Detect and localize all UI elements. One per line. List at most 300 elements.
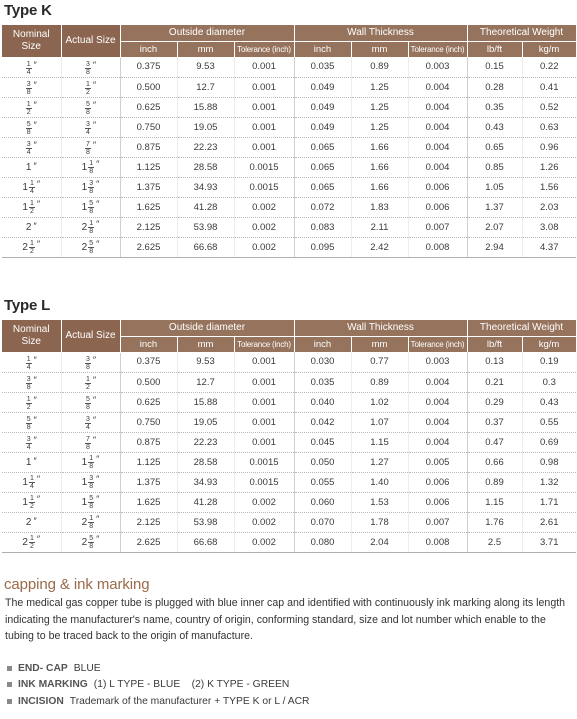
size-whole: 1 — [22, 496, 28, 508]
wt-inch-cell: 0.095 — [294, 237, 351, 257]
fraction-denominator: 2 — [26, 404, 31, 411]
theoretical-weight-header: Theoretical Weight — [467, 320, 576, 336]
wt-mm-cell: 1.53 — [351, 492, 408, 512]
lb-ft-cell: 1.05 — [467, 177, 522, 197]
size-value — [85, 436, 96, 451]
od-mm-cell: 9.53 — [177, 57, 234, 77]
wt-mm-cell: 1.25 — [351, 97, 408, 117]
inch-mark: ″ — [33, 395, 37, 405]
od-tol-cell: 0.001 — [234, 352, 294, 372]
wt-tolerance-header: Tolerance (inch) — [408, 41, 467, 57]
kg-m-cell: 0.55 — [522, 412, 576, 432]
wt-mm-cell: 1.27 — [351, 452, 408, 472]
od-tol-cell: 0.001 — [234, 412, 294, 432]
size-value — [26, 162, 37, 173]
actual-size-cell — [61, 137, 120, 157]
table-row — [2, 77, 576, 97]
fraction-denominator: 4 — [26, 69, 31, 76]
inch-mark: ″ — [92, 415, 97, 425]
inch-mark: ″ — [92, 80, 97, 90]
lb-ft-cell: 0.43 — [467, 117, 522, 137]
od-tol-cell: 0.002 — [234, 532, 294, 552]
od-inch-cell: 0.625 — [120, 97, 177, 117]
fraction-denominator: 8 — [85, 444, 90, 451]
size-whole: 1 — [22, 201, 28, 213]
size-value — [85, 121, 96, 136]
nominal-size-cell — [2, 472, 61, 492]
fraction-numerator: 1 — [26, 396, 31, 403]
size-value — [26, 396, 37, 411]
fraction-numerator: 3 — [26, 141, 31, 148]
fraction-numerator: 5 — [89, 199, 94, 207]
table-row — [2, 57, 576, 77]
size-fraction — [85, 396, 91, 411]
inch-mark: ″ — [33, 375, 37, 385]
fraction-numerator: 1 — [29, 199, 34, 207]
table-row — [2, 492, 576, 512]
wt-inch-cell: 0.049 — [294, 117, 351, 137]
fraction-numerator: 1 — [26, 61, 31, 68]
wt-inch-cell: 0.065 — [294, 157, 351, 177]
square-bullet-icon — [7, 682, 12, 687]
fraction-denominator: 4 — [29, 482, 34, 490]
fraction-denominator: 8 — [89, 207, 94, 215]
size-fraction — [26, 101, 32, 116]
size-value — [22, 200, 40, 215]
fraction-denominator: 4 — [26, 444, 31, 451]
wt-tol-cell: 0.004 — [408, 412, 467, 432]
fraction-numerator: 7 — [85, 141, 90, 148]
fraction-numerator: 1 — [89, 159, 94, 167]
fraction-numerator: 3 — [89, 474, 94, 482]
bullet-label: INCISION — [18, 695, 64, 707]
size-fraction — [26, 81, 32, 96]
wt-mm-cell: 1.66 — [351, 177, 408, 197]
inch-mark: ″ — [36, 178, 41, 189]
od-inch-cell: 0.750 — [120, 117, 177, 137]
wt-tol-cell: 0.004 — [408, 392, 467, 412]
type-k-title: Type K — [4, 2, 52, 19]
lb-ft-cell: 0.28 — [467, 77, 522, 97]
table-row — [2, 197, 576, 217]
od-mm-cell: 66.68 — [177, 532, 234, 552]
inch-mark: ″ — [96, 218, 100, 229]
fraction-denominator: 8 — [85, 149, 90, 156]
table-row — [2, 117, 576, 137]
size-whole: 2 — [22, 536, 28, 548]
wt-mm-cell: 2.04 — [351, 532, 408, 552]
kg-m-cell: 1.56 — [522, 177, 576, 197]
fraction-numerator: 1 — [29, 474, 34, 482]
fraction-numerator: 3 — [85, 61, 90, 68]
fraction-denominator: 8 — [89, 502, 94, 510]
actual-size-cell — [61, 352, 120, 372]
size-value — [82, 515, 100, 530]
fraction-numerator: 3 — [85, 356, 90, 363]
inch-mark: ″ — [33, 100, 37, 110]
od-mm-cell: 12.7 — [177, 372, 234, 392]
bullet-value: BLUE — [73, 662, 101, 674]
size-value — [85, 356, 96, 371]
inch-mark: ″ — [33, 415, 37, 425]
od-inch-cell: 1.375 — [120, 177, 177, 197]
wt-tol-cell: 0.006 — [408, 492, 467, 512]
wt-inch-cell: 0.045 — [294, 432, 351, 452]
fraction-numerator: 5 — [85, 396, 90, 403]
od-mm-cell: 66.68 — [177, 237, 234, 257]
size-value — [85, 376, 96, 391]
bullet-label: INK MARKING — [18, 679, 88, 691]
type-l-title: Type L — [4, 297, 51, 314]
fraction-numerator: 5 — [89, 239, 94, 247]
size-fraction — [29, 180, 35, 195]
actual-size-cell — [61, 532, 120, 552]
type-k-table — [2, 25, 577, 258]
od-tol-cell: 0.002 — [234, 492, 294, 512]
wt-inch-cell: 0.049 — [294, 77, 351, 97]
od-mm-cell: 53.98 — [177, 217, 234, 237]
od-tol-cell: 0.0015 — [234, 452, 294, 472]
inch-mark: ″ — [33, 160, 37, 171]
size-value — [85, 81, 96, 96]
fraction-numerator: 5 — [89, 534, 94, 542]
size-whole: 2 — [25, 516, 32, 528]
bullet-ink-marking — [5, 677, 309, 694]
nominal-size-cell — [2, 432, 61, 452]
table-row — [2, 352, 576, 372]
od-mm-cell: 28.58 — [177, 157, 234, 177]
size-value — [82, 240, 100, 255]
square-bullet-icon — [7, 666, 12, 671]
kg-m-cell: 0.69 — [522, 432, 576, 452]
size-value — [82, 160, 100, 175]
kg-m-cell: 1.26 — [522, 157, 576, 177]
wt-tol-cell: 0.006 — [408, 177, 467, 197]
table-row — [2, 177, 576, 197]
wt-tol-cell: 0.004 — [408, 157, 467, 177]
inch-mark: ″ — [96, 453, 100, 464]
size-fraction — [26, 376, 32, 391]
size-value — [85, 141, 96, 156]
fraction-denominator: 2 — [85, 384, 90, 391]
nominal-size-cell — [2, 492, 61, 512]
wt-mm-cell: 1.40 — [351, 472, 408, 492]
nominal-size-cell — [2, 412, 61, 432]
fraction-numerator: 1 — [29, 239, 34, 247]
nominal-size-cell — [2, 352, 61, 372]
od-inch-cell: 0.750 — [120, 412, 177, 432]
kg-m-cell: 2.61 — [522, 512, 576, 532]
fraction-numerator: 3 — [26, 81, 31, 88]
lb-ft-cell: 0.65 — [467, 137, 522, 157]
wt-mm-cell: 2.42 — [351, 237, 408, 257]
actual-size-cell — [61, 177, 120, 197]
nominal-size-cell — [2, 532, 61, 552]
wt-mm-cell: 1.66 — [351, 157, 408, 177]
wt-mm-cell: 1.66 — [351, 137, 408, 157]
od-inch-cell: 0.375 — [120, 57, 177, 77]
wt-mm-cell: 1.07 — [351, 412, 408, 432]
fraction-numerator: 1 — [89, 454, 94, 462]
fraction-denominator: 8 — [89, 462, 94, 470]
nominal-size-cell — [2, 237, 61, 257]
square-bullet-icon — [7, 699, 12, 704]
size-whole: 1 — [81, 476, 88, 488]
wt-inch-cell: 0.030 — [294, 352, 351, 372]
od-mm-cell: 15.88 — [177, 97, 234, 117]
fraction-numerator: 3 — [85, 121, 90, 128]
size-whole: 1 — [25, 456, 32, 468]
fraction-denominator: 4 — [29, 187, 34, 195]
od-inch-cell: 2.625 — [120, 532, 177, 552]
lb-ft-cell: 2.94 — [467, 237, 522, 257]
wt-inch-cell: 0.072 — [294, 197, 351, 217]
nominal-size-cell — [2, 137, 61, 157]
inch-mark: ″ — [33, 60, 37, 70]
od-mm-cell: 41.28 — [177, 197, 234, 217]
nominal-size-cell — [2, 392, 61, 412]
fraction-denominator: 4 — [26, 149, 31, 156]
od-mm-cell: 34.93 — [177, 472, 234, 492]
wt-mm-header: mm — [351, 41, 408, 57]
inch-mark: ″ — [92, 60, 97, 70]
inch-mark: ″ — [92, 120, 97, 130]
bullet-list — [5, 660, 309, 710]
size-fraction — [88, 475, 94, 490]
wt-mm-header: mm — [351, 336, 408, 352]
fraction-denominator: 2 — [29, 247, 34, 255]
od-inch-cell: 1.625 — [120, 492, 177, 512]
lb-ft-cell: 1.15 — [467, 492, 522, 512]
fraction-numerator: 5 — [89, 494, 94, 502]
size-value — [26, 376, 37, 391]
size-fraction — [85, 81, 91, 96]
actual-size-cell — [61, 197, 120, 217]
lb-ft-header: lb/ft — [467, 336, 522, 352]
nominal-size-cell — [2, 217, 61, 237]
size-value — [85, 416, 96, 431]
size-whole: 1 — [81, 161, 88, 173]
fraction-denominator: 2 — [29, 542, 34, 550]
bullet-label: END- CAP — [18, 662, 68, 674]
kg-m-cell: 3.71 — [522, 532, 576, 552]
table-row — [2, 392, 576, 412]
table-row — [2, 217, 576, 237]
od-tol-cell: 0.001 — [234, 137, 294, 157]
size-value — [26, 101, 37, 116]
wt-tol-cell: 0.004 — [408, 97, 467, 117]
size-fraction — [26, 141, 32, 156]
size-whole: 2 — [25, 221, 32, 233]
type-l-table — [2, 320, 577, 553]
size-whole: 1 — [81, 456, 88, 468]
od-tolerance-header: Tolerance (inch) — [234, 336, 294, 352]
fraction-numerator: 1 — [29, 494, 34, 502]
wt-inch-cell: 0.042 — [294, 412, 351, 432]
wt-inch-cell: 0.055 — [294, 472, 351, 492]
size-value — [85, 61, 96, 76]
lb-ft-cell: 0.35 — [467, 97, 522, 117]
wt-mm-cell: 2.11 — [351, 217, 408, 237]
size-whole: 1 — [25, 161, 32, 173]
wt-tol-cell: 0.004 — [408, 372, 467, 392]
fraction-denominator: 8 — [26, 424, 31, 431]
od-tol-cell: 0.002 — [234, 512, 294, 532]
inch-mark: ″ — [33, 140, 37, 150]
size-whole: 1 — [22, 181, 28, 193]
nominal-size-cell — [2, 157, 61, 177]
wt-inch-cell: 0.070 — [294, 512, 351, 532]
fraction-denominator: 4 — [85, 424, 90, 431]
wt-tol-cell: 0.004 — [408, 432, 467, 452]
lb-ft-cell: 0.15 — [467, 57, 522, 77]
wt-inch-cell: 0.035 — [294, 372, 351, 392]
outside-diameter-header: Outside diameter — [120, 320, 294, 336]
od-inch-cell: 2.625 — [120, 237, 177, 257]
size-fraction — [88, 200, 94, 215]
wt-tol-cell: 0.007 — [408, 512, 467, 532]
inch-mark: ″ — [96, 198, 100, 209]
size-value — [82, 495, 100, 510]
fraction-denominator: 2 — [85, 89, 90, 96]
nominal-size-header: Nominal Size — [2, 25, 61, 57]
od-mm-cell: 41.28 — [177, 492, 234, 512]
inch-mark: ″ — [33, 220, 37, 231]
size-value — [26, 222, 37, 233]
wt-mm-cell: 1.25 — [351, 77, 408, 97]
wall-thickness-header: Wall Thickness — [294, 25, 467, 41]
wt-mm-cell: 0.89 — [351, 372, 408, 392]
od-tol-cell: 0.001 — [234, 372, 294, 392]
od-tol-cell: 0.0015 — [234, 472, 294, 492]
lb-ft-header: lb/ft — [467, 41, 522, 57]
fraction-numerator: 1 — [29, 179, 34, 187]
size-fraction — [29, 475, 35, 490]
inch-mark: ″ — [96, 493, 100, 504]
nominal-size-header: Nominal Size — [2, 320, 61, 352]
wt-inch-cell: 0.080 — [294, 532, 351, 552]
lb-ft-cell: 2.07 — [467, 217, 522, 237]
inch-mark: ″ — [36, 473, 41, 484]
size-value — [22, 495, 40, 510]
size-fraction — [26, 396, 32, 411]
size-fraction — [85, 376, 91, 391]
od-inch-cell: 1.625 — [120, 197, 177, 217]
wt-mm-cell: 1.02 — [351, 392, 408, 412]
wt-inch-cell: 0.065 — [294, 137, 351, 157]
size-whole: 1 — [81, 496, 88, 508]
theoretical-weight-header: Theoretical Weight — [467, 25, 576, 41]
inch-mark: ″ — [92, 140, 97, 150]
od-inch-cell: 1.125 — [120, 157, 177, 177]
inch-mark: ″ — [33, 515, 37, 526]
fraction-numerator: 1 — [85, 376, 90, 383]
kg-m-cell: 0.52 — [522, 97, 576, 117]
size-fraction — [26, 121, 32, 136]
size-fraction — [88, 535, 94, 550]
inch-mark: ″ — [33, 120, 37, 130]
size-fraction — [88, 160, 94, 175]
inch-mark: ″ — [36, 198, 41, 209]
od-tol-cell: 0.001 — [234, 117, 294, 137]
size-fraction — [88, 240, 94, 255]
fraction-numerator: 1 — [89, 514, 94, 522]
wt-mm-cell: 0.89 — [351, 57, 408, 77]
wt-tol-cell: 0.008 — [408, 532, 467, 552]
inch-mark: ″ — [96, 473, 100, 484]
od-inch-cell: 0.500 — [120, 77, 177, 97]
od-inch-cell: 2.125 — [120, 217, 177, 237]
wt-mm-cell: 1.25 — [351, 117, 408, 137]
actual-size-cell — [61, 57, 120, 77]
size-whole: 2 — [81, 221, 88, 233]
kg-m-header: kg/m — [522, 336, 576, 352]
wt-inch-header: inch — [294, 41, 351, 57]
inch-mark: ″ — [33, 435, 37, 445]
nominal-size-cell — [2, 57, 61, 77]
fraction-denominator: 8 — [89, 227, 94, 235]
actual-size-cell — [61, 97, 120, 117]
nominal-size-cell — [2, 372, 61, 392]
fraction-numerator: 1 — [89, 219, 94, 227]
wt-tol-cell: 0.006 — [408, 197, 467, 217]
kg-m-cell: 0.96 — [522, 137, 576, 157]
kg-m-cell: 0.41 — [522, 77, 576, 97]
table-row — [2, 432, 576, 452]
actual-size-cell — [61, 77, 120, 97]
od-tol-cell: 0.002 — [234, 217, 294, 237]
fraction-denominator: 8 — [89, 482, 94, 490]
inch-mark: ″ — [36, 533, 41, 544]
wt-inch-cell: 0.049 — [294, 97, 351, 117]
lb-ft-cell: 2.5 — [467, 532, 522, 552]
actual-size-cell — [61, 157, 120, 177]
kg-m-header: kg/m — [522, 41, 576, 57]
fraction-denominator: 8 — [89, 187, 94, 195]
kg-m-cell: 0.98 — [522, 452, 576, 472]
wt-tol-cell: 0.004 — [408, 77, 467, 97]
fraction-denominator: 2 — [26, 109, 31, 116]
size-fraction — [85, 141, 91, 156]
wt-tolerance-header: Tolerance (inch) — [408, 336, 467, 352]
od-inch-cell: 0.375 — [120, 352, 177, 372]
inch-mark: ″ — [96, 158, 100, 169]
od-mm-cell: 19.05 — [177, 412, 234, 432]
od-mm-cell: 53.98 — [177, 512, 234, 532]
wt-mm-cell: 1.83 — [351, 197, 408, 217]
size-value — [26, 61, 37, 76]
fraction-numerator: 3 — [89, 179, 94, 187]
size-value — [82, 180, 100, 195]
od-tol-cell: 0.001 — [234, 57, 294, 77]
fraction-denominator: 4 — [85, 129, 90, 136]
size-fraction — [85, 61, 91, 76]
actual-size-cell — [61, 492, 120, 512]
wt-tol-cell: 0.003 — [408, 352, 467, 372]
od-tol-cell: 0.002 — [234, 237, 294, 257]
inch-mark: ″ — [36, 238, 41, 249]
inch-mark: ″ — [96, 178, 100, 189]
nominal-size-cell — [2, 177, 61, 197]
od-mm-header: mm — [177, 41, 234, 57]
size-fraction — [85, 101, 91, 116]
fraction-denominator: 4 — [26, 364, 31, 371]
inch-mark: ″ — [33, 455, 37, 466]
od-inch-cell: 0.500 — [120, 372, 177, 392]
fraction-denominator: 8 — [26, 89, 31, 96]
od-mm-cell: 9.53 — [177, 352, 234, 372]
size-fraction — [85, 356, 91, 371]
